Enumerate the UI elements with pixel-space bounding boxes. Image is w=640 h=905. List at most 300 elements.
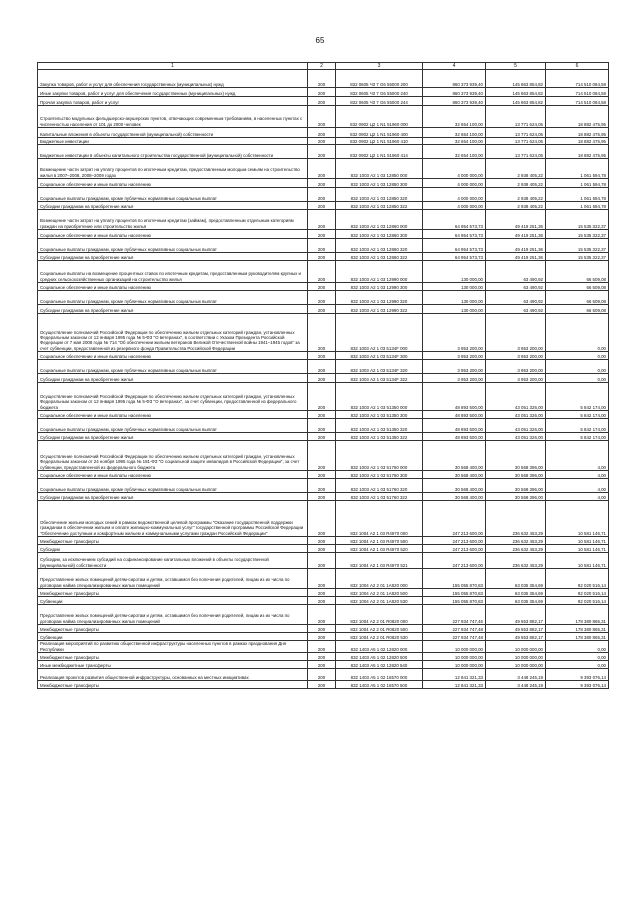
row-group-code: 200 — [308, 128, 336, 138]
table-row — [38, 138, 609, 145]
row-name: Социальное обеспечение и иные выплаты населению — [38, 471, 308, 479]
row-group-code: 200 — [308, 633, 336, 641]
row-approved-amount: 30 568 400,00 — [423, 441, 486, 471]
row-remaining-amount: 66 509,08 — [546, 261, 609, 283]
row-classification-code: 832 1003 А2 1 03 12990 320 — [336, 291, 423, 305]
table-row — [38, 383, 609, 411]
row-group-code: 200 — [308, 605, 336, 625]
row-approved-amount: 48 893 500,00 — [423, 411, 486, 419]
row-remaining-amount: 15 535 322,37 — [546, 210, 609, 230]
row-approved-amount: 10 000 000,00 — [423, 641, 486, 653]
table-row — [38, 261, 609, 283]
row-remaining-amount: 18 882 475,95 — [546, 128, 609, 138]
row-name: Социальные выплаты гражданам, кроме публичных нормативных социальных выплат — [38, 360, 308, 374]
row-executed-amount: 49 553 882,17 — [486, 625, 546, 633]
table-row — [38, 145, 609, 159]
row-classification-code: 832 1003 А2 1 03 51350 000 — [336, 383, 423, 411]
row-executed-amount: 2 938 405,22 — [486, 179, 546, 188]
row-name: Субсидии, за исключением субсидий на софинансирование капитальных вложений в объекты государственной (муниципальной) собственности — [38, 553, 308, 569]
row-executed-amount: 236 632 453,29 — [486, 501, 546, 537]
row-classification-code: 832 0902 Ц2 1 N1 51960 414 — [336, 145, 423, 159]
row-classification-code: 832 0902 Ц2 1 N1 51960 410 — [336, 138, 423, 145]
row-approved-amount: 227 934 747,48 — [423, 625, 486, 633]
table-row — [38, 314, 609, 352]
row-name: Реализация проектов развития общественной инфраструктуры, основанных на местных инициативах — [38, 669, 308, 681]
row-executed-amount: 63 490,92 — [486, 305, 546, 314]
row-classification-code: 832 1003 А2 1 03 51760 320 — [336, 479, 423, 493]
row-name: Иные межбюджетные трансферты — [38, 661, 308, 669]
row-executed-amount: 3 953 200,00 — [486, 374, 546, 383]
row-group-code: 200 — [308, 501, 336, 537]
row-approved-amount: 130 000,00 — [423, 261, 486, 283]
row-classification-code: 832 1003 А2 1 03 12990 322 — [336, 305, 423, 314]
row-approved-amount: 247 213 600,00 — [423, 545, 486, 553]
column-header-6: 6 — [546, 63, 609, 70]
row-classification-code: 832 1003 А2 1 03 12860 320 — [336, 239, 423, 253]
row-group-code: 200 — [308, 493, 336, 501]
row-classification-code: 832 1004 А2 2 01 R0820 500 — [336, 625, 423, 633]
row-classification-code: 832 1403 А5 1 02 12820 500 — [336, 653, 423, 661]
table-row — [38, 605, 609, 625]
row-executed-amount: 145 863 854,82 — [486, 97, 546, 106]
row-group-code: 200 — [308, 681, 336, 689]
column-header-4: 4 — [423, 63, 486, 70]
row-remaining-amount: 10 581 146,71 — [546, 501, 609, 537]
row-remaining-amount: 4,00 — [546, 441, 609, 471]
row-classification-code: 832 1004 А2 2 01 R0820 000 — [336, 605, 423, 625]
row-executed-amount: 63 490,92 — [486, 261, 546, 283]
row-executed-amount: 13 771 624,05 — [486, 106, 546, 128]
row-executed-amount: 2 938 405,22 — [486, 159, 546, 179]
row-remaining-amount: 4,00 — [546, 479, 609, 493]
row-group-code: 200 — [308, 479, 336, 493]
table-row — [38, 70, 609, 88]
row-name: Социальное обеспечение и иные выплаты населению — [38, 230, 308, 239]
table-row — [38, 641, 609, 653]
row-remaining-amount: 714 510 084,58 — [546, 97, 609, 106]
row-name: Социальное обеспечение и иные выплаты населению — [38, 352, 308, 360]
row-name: Межбюджетные трансферты — [38, 681, 308, 689]
table-row — [38, 669, 609, 681]
row-executed-amount: 10 000 000,00 — [486, 641, 546, 653]
table-row — [38, 553, 609, 569]
row-executed-amount: 49 419 251,36 — [486, 230, 546, 239]
row-classification-code: 832 1003 А2 1 03 12990 000 — [336, 261, 423, 283]
row-group-code: 200 — [308, 360, 336, 374]
row-approved-amount: 155 055 870,83 — [423, 597, 486, 605]
row-remaining-amount: 5 842 174,00 — [546, 383, 609, 411]
row-name: Субвенции — [38, 633, 308, 641]
row-executed-amount: 49 553 882,17 — [486, 605, 546, 625]
row-remaining-amount: 66 509,08 — [546, 305, 609, 314]
row-approved-amount: 247 213 600,00 — [423, 553, 486, 569]
table-row — [38, 360, 609, 374]
row-approved-amount: 32 654 100,00 — [423, 145, 486, 159]
table-row — [38, 537, 609, 545]
row-classification-code: 832 1003 А2 1 03 51760 000 — [336, 441, 423, 471]
row-name: Межбюджетные трансферты — [38, 625, 308, 633]
row-executed-amount: 236 632 453,29 — [486, 553, 546, 569]
row-classification-code: 832 1004 А2 1 03 R4970 521 — [336, 553, 423, 569]
row-group-code: 200 — [308, 471, 336, 479]
row-name: Предоставление жилых помещений детям-сиротам и детям, оставшимся без попечения родителей, лицам из их числа по договорам найма специализированных жилых помещений — [38, 569, 308, 589]
table-row — [38, 545, 609, 553]
row-approved-amount: 10 000 000,00 — [423, 661, 486, 669]
row-classification-code: 832 1004 А2 1 03 R4970 520 — [336, 545, 423, 553]
row-executed-amount: 43 051 326,00 — [486, 433, 546, 441]
row-approved-amount: 130 000,00 — [423, 305, 486, 314]
row-name: Осуществление полномочий Российской Федерации по обеспечению жильем отдельных категорий граждан, установленных Федеральным законом от 12 января 1995 года № 5-ФЗ "О ветеранах", за счет субвенции, предоставленной из федерального бюджета — [38, 383, 308, 411]
row-classification-code: 832 1003 А2 1 03 5134F 300 — [336, 352, 423, 360]
table-row — [38, 433, 609, 441]
table-row — [38, 569, 609, 589]
row-approved-amount: 4 000 000,00 — [423, 179, 486, 188]
row-group-code: 200 — [308, 291, 336, 305]
row-group-code: 200 — [308, 419, 336, 433]
row-executed-amount: 3 953 200,00 — [486, 352, 546, 360]
row-name: Субсидии гражданам на приобретение жилья — [38, 253, 308, 261]
row-remaining-amount: 5 842 174,00 — [546, 411, 609, 419]
row-approved-amount: 860 373 939,40 — [423, 88, 486, 97]
row-remaining-amount: 0,00 — [546, 360, 609, 374]
row-executed-amount: 49 419 251,36 — [486, 239, 546, 253]
row-approved-amount: 32 654 100,00 — [423, 138, 486, 145]
row-group-code: 200 — [308, 625, 336, 633]
row-executed-amount: 63 490,92 — [486, 291, 546, 305]
table-row — [38, 305, 609, 314]
table-row — [38, 283, 609, 291]
row-executed-amount: 10 000 000,00 — [486, 653, 546, 661]
row-name: Социальные выплаты гражданам, кроме публичных нормативных социальных выплат — [38, 239, 308, 253]
row-remaining-amount: 1 061 594,78 — [546, 188, 609, 202]
row-group-code: 200 — [308, 441, 336, 471]
row-group-code: 200 — [308, 597, 336, 605]
row-name: Субсидии гражданам на приобретение жилья — [38, 374, 308, 383]
row-name: Возмещение части затрат на уплату процентов по ипотечным кредитам (займам), предоставленным отдельным категориям граждан на приобретение или строительство жилья — [38, 210, 308, 230]
row-group-code: 200 — [308, 352, 336, 360]
row-remaining-amount: 4,00 — [546, 493, 609, 501]
row-group-code: 200 — [308, 106, 336, 128]
row-remaining-amount: 4,00 — [546, 471, 609, 479]
row-approved-amount: 4 000 000,00 — [423, 188, 486, 202]
row-classification-code: 832 1003 А2 1 03 12850 320 — [336, 188, 423, 202]
row-name: Социальное обеспечение и иные выплаты населению — [38, 283, 308, 291]
row-remaining-amount: 714 510 084,58 — [546, 88, 609, 97]
table-row — [38, 411, 609, 419]
row-remaining-amount: 0,00 — [546, 352, 609, 360]
row-approved-amount: 30 568 400,00 — [423, 479, 486, 493]
table-row — [38, 210, 609, 230]
row-approved-amount: 32 654 100,00 — [423, 128, 486, 138]
row-group-code: 200 — [308, 179, 336, 188]
row-executed-amount: 30 568 396,00 — [486, 441, 546, 471]
row-executed-amount: 30 568 396,00 — [486, 493, 546, 501]
row-name: Субсидии гражданам на приобретение жилья — [38, 493, 308, 501]
row-approved-amount: 155 055 870,83 — [423, 569, 486, 589]
table-row — [38, 653, 609, 661]
row-name: Социальные выплаты на возмещение процентных ставок по ипотечным кредитам, предоставленным руководителям крупных и средних сельскохозяйственных организаций на строительство жилья — [38, 261, 308, 283]
table-header-row — [38, 63, 609, 70]
table-row — [38, 352, 609, 360]
row-approved-amount: 30 568 400,00 — [423, 471, 486, 479]
table-row — [38, 681, 609, 689]
row-group-code: 200 — [308, 537, 336, 545]
table-row — [38, 230, 609, 239]
table-row — [38, 501, 609, 537]
table-body — [38, 70, 609, 689]
row-remaining-amount: 15 535 322,37 — [546, 230, 609, 239]
row-approved-amount: 860 373 939,40 — [423, 70, 486, 88]
row-approved-amount: 64 954 573,73 — [423, 253, 486, 261]
row-approved-amount: 130 000,00 — [423, 291, 486, 305]
row-classification-code: 832 1403 А5 1 02 12820 540 — [336, 661, 423, 669]
row-group-code: 200 — [308, 569, 336, 589]
row-approved-amount: 4 000 000,00 — [423, 202, 486, 210]
row-approved-amount: 227 934 747,48 — [423, 633, 486, 641]
row-group-code: 200 — [308, 314, 336, 352]
row-approved-amount: 3 953 200,00 — [423, 360, 486, 374]
row-group-code: 200 — [308, 589, 336, 597]
column-header-5: 5 — [486, 63, 546, 70]
row-remaining-amount: 10 581 146,71 — [546, 537, 609, 545]
row-executed-amount: 236 632 453,29 — [486, 545, 546, 553]
row-name: Бюджетные инвестиции — [38, 138, 308, 145]
row-approved-amount: 10 000 000,00 — [423, 653, 486, 661]
row-name: Бюджетные инвестиции в объекты капитального строительства государственной (муниципальной) собственности — [38, 145, 308, 159]
column-header-1: 1 — [38, 63, 308, 70]
table-row — [38, 188, 609, 202]
row-name: Субсидии — [38, 545, 308, 553]
row-executed-amount: 13 771 624,05 — [486, 138, 546, 145]
row-group-code: 200 — [308, 669, 336, 681]
row-group-code: 200 — [308, 145, 336, 159]
row-classification-code: 832 1004 А2 2 01 1А820 000 — [336, 569, 423, 589]
row-group-code: 200 — [308, 641, 336, 653]
row-approved-amount: 12 841 321,33 — [423, 669, 486, 681]
row-classification-code: 832 0605 Ч3 7 G6 55000 240 — [336, 88, 423, 97]
row-classification-code: 832 1003 А2 1 03 12850 300 — [336, 179, 423, 188]
row-group-code: 200 — [308, 374, 336, 383]
row-name: Возмещение части затрат на уплату процентов по ипотечным кредитам, предоставленным молодым семьям на строительство жилья в 2007–2008, 2008–2009 годах — [38, 159, 308, 179]
row-group-code: 200 — [308, 88, 336, 97]
table-row — [38, 88, 609, 97]
row-classification-code: 832 1003 А2 1 03 51350 320 — [336, 419, 423, 433]
row-remaining-amount: 178 380 865,31 — [546, 625, 609, 633]
row-name: Социальные выплаты гражданам, кроме публичных нормативных социальных выплат — [38, 419, 308, 433]
row-group-code: 200 — [308, 545, 336, 553]
row-name: Субсидии гражданам на приобретение жилья — [38, 433, 308, 441]
row-approved-amount: 3 953 200,00 — [423, 352, 486, 360]
row-remaining-amount: 92 020 516,14 — [546, 569, 609, 589]
row-remaining-amount: 1 061 594,78 — [546, 179, 609, 188]
row-group-code: 200 — [308, 138, 336, 145]
row-executed-amount: 43 051 326,00 — [486, 419, 546, 433]
table-row — [38, 159, 609, 179]
row-remaining-amount: 18 882 475,95 — [546, 145, 609, 159]
row-name: Субсидии гражданам на приобретение жилья — [38, 202, 308, 210]
row-approved-amount: 247 213 600,00 — [423, 501, 486, 537]
row-approved-amount: 247 213 600,00 — [423, 537, 486, 545]
row-name: Закупка товаров, работ и услуг для обеспечения государственных (муниципальных) нужд — [38, 70, 308, 88]
row-executed-amount: 63 035 354,69 — [486, 569, 546, 589]
row-name: Межбюджетные трансферты — [38, 653, 308, 661]
row-remaining-amount: 9 393 076,14 — [546, 681, 609, 689]
row-approved-amount: 48 893 500,00 — [423, 383, 486, 411]
row-remaining-amount: 66 509,08 — [546, 283, 609, 291]
row-classification-code: 832 1003 А2 1 03 51760 322 — [336, 493, 423, 501]
row-executed-amount: 63 035 354,69 — [486, 597, 546, 605]
row-executed-amount: 43 051 326,00 — [486, 383, 546, 411]
table-row — [38, 493, 609, 501]
row-executed-amount: 30 568 396,00 — [486, 471, 546, 479]
row-classification-code: 832 1004 А2 1 03 R4970 500 — [336, 537, 423, 545]
row-group-code: 200 — [308, 305, 336, 314]
table-row — [38, 419, 609, 433]
table-row — [38, 374, 609, 383]
row-remaining-amount: 178 380 865,31 — [546, 605, 609, 625]
row-executed-amount: 30 568 396,00 — [486, 479, 546, 493]
row-approved-amount: 64 954 573,73 — [423, 210, 486, 230]
row-executed-amount: 145 863 854,82 — [486, 70, 546, 88]
row-approved-amount: 12 841 321,33 — [423, 681, 486, 689]
row-name: Обеспечение жильем молодых семей в рамках ведомственной целевой программы "Оказание государственной поддержки гражданам в обеспечении жильем и оплате жилищно-коммунальных услуг" государственной программы Российской Федерации "Обеспечение доступным и комфортным жильем и коммунальными услугами граждан Российской Федерации" — [38, 501, 308, 537]
table-row — [38, 128, 609, 138]
table-row — [38, 239, 609, 253]
row-remaining-amount: 0,00 — [546, 374, 609, 383]
row-classification-code: 832 1003 А2 1 03 5134F 322 — [336, 374, 423, 383]
row-approved-amount: 860 373 939,40 — [423, 97, 486, 106]
table-row — [38, 202, 609, 210]
row-executed-amount: 43 051 326,00 — [486, 411, 546, 419]
row-group-code: 200 — [308, 97, 336, 106]
row-approved-amount: 64 954 573,73 — [423, 239, 486, 253]
row-executed-amount: 13 771 624,05 — [486, 128, 546, 138]
row-group-code: 200 — [308, 70, 336, 88]
row-executed-amount: 63 490,92 — [486, 283, 546, 291]
row-remaining-amount: 18 882 475,95 — [546, 138, 609, 145]
table-row — [38, 97, 609, 106]
row-approved-amount: 155 055 870,83 — [423, 589, 486, 597]
row-remaining-amount: 0,00 — [546, 314, 609, 352]
row-group-code: 200 — [308, 553, 336, 569]
row-classification-code: 832 1004 А2 1 03 R4970 000 — [336, 501, 423, 537]
table-row — [38, 291, 609, 305]
row-executed-amount: 2 938 405,22 — [486, 188, 546, 202]
row-executed-amount: 3 448 245,19 — [486, 669, 546, 681]
row-classification-code: 832 1003 А2 1 03 12860 300 — [336, 230, 423, 239]
row-classification-code: 832 0902 Ц2 1 N1 51960 000 — [336, 106, 423, 128]
row-remaining-amount: 10 581 146,71 — [546, 553, 609, 569]
row-group-code: 200 — [308, 159, 336, 179]
row-remaining-amount: 178 380 865,31 — [546, 633, 609, 641]
row-name: Социальные выплаты гражданам, кроме публичных нормативных социальных выплат — [38, 291, 308, 305]
row-remaining-amount: 92 020 516,14 — [546, 597, 609, 605]
row-name: Социальные выплаты гражданам, кроме публичных нормативных социальных выплат — [38, 188, 308, 202]
row-name: Предоставление жилых помещений детям-сиротам и детям, оставшимся без попечения родителей, лицам из их числа по договорам найма специализированных жилых помещений — [38, 605, 308, 625]
row-remaining-amount: 66 509,08 — [546, 291, 609, 305]
row-name: Социальное обеспечение и иные выплаты населению — [38, 179, 308, 188]
row-classification-code: 832 1403 А5 1 02 16570 500 — [336, 681, 423, 689]
table-row — [38, 253, 609, 261]
row-remaining-amount: 9 393 076,14 — [546, 669, 609, 681]
row-group-code: 200 — [308, 411, 336, 419]
row-remaining-amount: 10 581 146,71 — [546, 545, 609, 553]
row-classification-code: 832 1003 А2 1 03 12860 000 — [336, 210, 423, 230]
row-name: Капитальные вложения в объекты государственной (муниципальной) собственности — [38, 128, 308, 138]
row-group-code: 200 — [308, 253, 336, 261]
row-executed-amount: 3 953 200,00 — [486, 314, 546, 352]
row-executed-amount: 236 632 453,29 — [486, 537, 546, 545]
row-classification-code: 832 1003 А2 1 03 12850 322 — [336, 202, 423, 210]
row-group-code: 200 — [308, 230, 336, 239]
row-classification-code: 832 1003 А2 1 03 51760 300 — [336, 471, 423, 479]
row-name: Осуществление полномочий Российской Федерации по обеспечению жильем отдельных категорий граждан, установленных Федеральным законом от 24 ноября 1995 года № 181-ФЗ "О социальной защите инвалидов в Российской Федерации", за счет субвенции, предоставленной из федерального бюджета — [38, 441, 308, 471]
row-remaining-amount: 0,00 — [546, 661, 609, 669]
table-row — [38, 106, 609, 128]
row-classification-code: 832 1403 А5 1 02 12820 000 — [336, 641, 423, 653]
row-approved-amount: 3 953 200,00 — [423, 314, 486, 352]
row-classification-code: 832 1403 А5 1 02 16570 000 — [336, 669, 423, 681]
row-name: Межбюджетные трансферты — [38, 537, 308, 545]
row-remaining-amount: 1 061 594,78 — [546, 202, 609, 210]
budget-table — [37, 62, 609, 689]
row-classification-code: 832 1003 А2 1 03 5134F 320 — [336, 360, 423, 374]
row-classification-code: 832 1004 А2 2 01 R0820 530 — [336, 633, 423, 641]
row-approved-amount: 227 934 747,46 — [423, 605, 486, 625]
row-remaining-amount: 714 510 084,58 — [546, 70, 609, 88]
row-name: Прочая закупка товаров, работ и услуг — [38, 97, 308, 106]
row-group-code: 200 — [308, 661, 336, 669]
row-remaining-amount: 5 842 174,00 — [546, 419, 609, 433]
row-remaining-amount: 0,00 — [546, 653, 609, 661]
row-group-code: 200 — [308, 210, 336, 230]
table-row — [38, 589, 609, 597]
row-group-code: 200 — [308, 202, 336, 210]
table-row — [38, 625, 609, 633]
row-executed-amount: 49 553 882,17 — [486, 633, 546, 641]
row-classification-code: 832 1003 А2 1 03 12990 300 — [336, 283, 423, 291]
row-classification-code: 832 1003 А2 1 03 12850 000 — [336, 159, 423, 179]
row-remaining-amount: 18 882 475,95 — [546, 106, 609, 128]
row-remaining-amount: 0,00 — [546, 641, 609, 653]
row-approved-amount: 64 954 573,73 — [423, 230, 486, 239]
row-classification-code: 832 1004 А2 2 01 1А820 500 — [336, 589, 423, 597]
row-executed-amount: 49 419 251,36 — [486, 253, 546, 261]
row-classification-code: 832 1003 А2 1 03 5134F 000 — [336, 314, 423, 352]
row-executed-amount: 49 419 251,36 — [486, 210, 546, 230]
row-classification-code: 832 1003 А2 1 03 51350 322 — [336, 433, 423, 441]
column-header-3: 3 — [336, 63, 423, 70]
table-row — [38, 479, 609, 493]
row-approved-amount: 32 654 100,00 — [423, 106, 486, 128]
row-classification-code: 832 1004 А2 2 01 1А820 530 — [336, 597, 423, 605]
row-remaining-amount: 5 842 174,00 — [546, 433, 609, 441]
row-name: Субвенции — [38, 597, 308, 605]
row-group-code: 200 — [308, 433, 336, 441]
row-name: Субсидии гражданам на приобретение жилья — [38, 305, 308, 314]
row-executed-amount: 3 448 245,19 — [486, 681, 546, 689]
row-name: Межбюджетные трансферты — [38, 589, 308, 597]
row-executed-amount: 13 771 624,05 — [486, 145, 546, 159]
row-group-code: 200 — [308, 653, 336, 661]
row-executed-amount: 145 863 854,82 — [486, 88, 546, 97]
table-row — [38, 441, 609, 471]
row-executed-amount: 3 953 200,00 — [486, 360, 546, 374]
row-name: Социальные выплаты гражданам, кроме публичных нормативных социальных выплат — [38, 479, 308, 493]
row-classification-code: 832 1003 А2 1 03 12860 322 — [336, 253, 423, 261]
row-name: Строительство модульных фельдшерско-акушерских пунктов, отвечающих современным требованиям, в населенных пунктах с численностью населения от 101 до 2000 человек — [38, 106, 308, 128]
row-remaining-amount: 92 020 516,14 — [546, 589, 609, 597]
